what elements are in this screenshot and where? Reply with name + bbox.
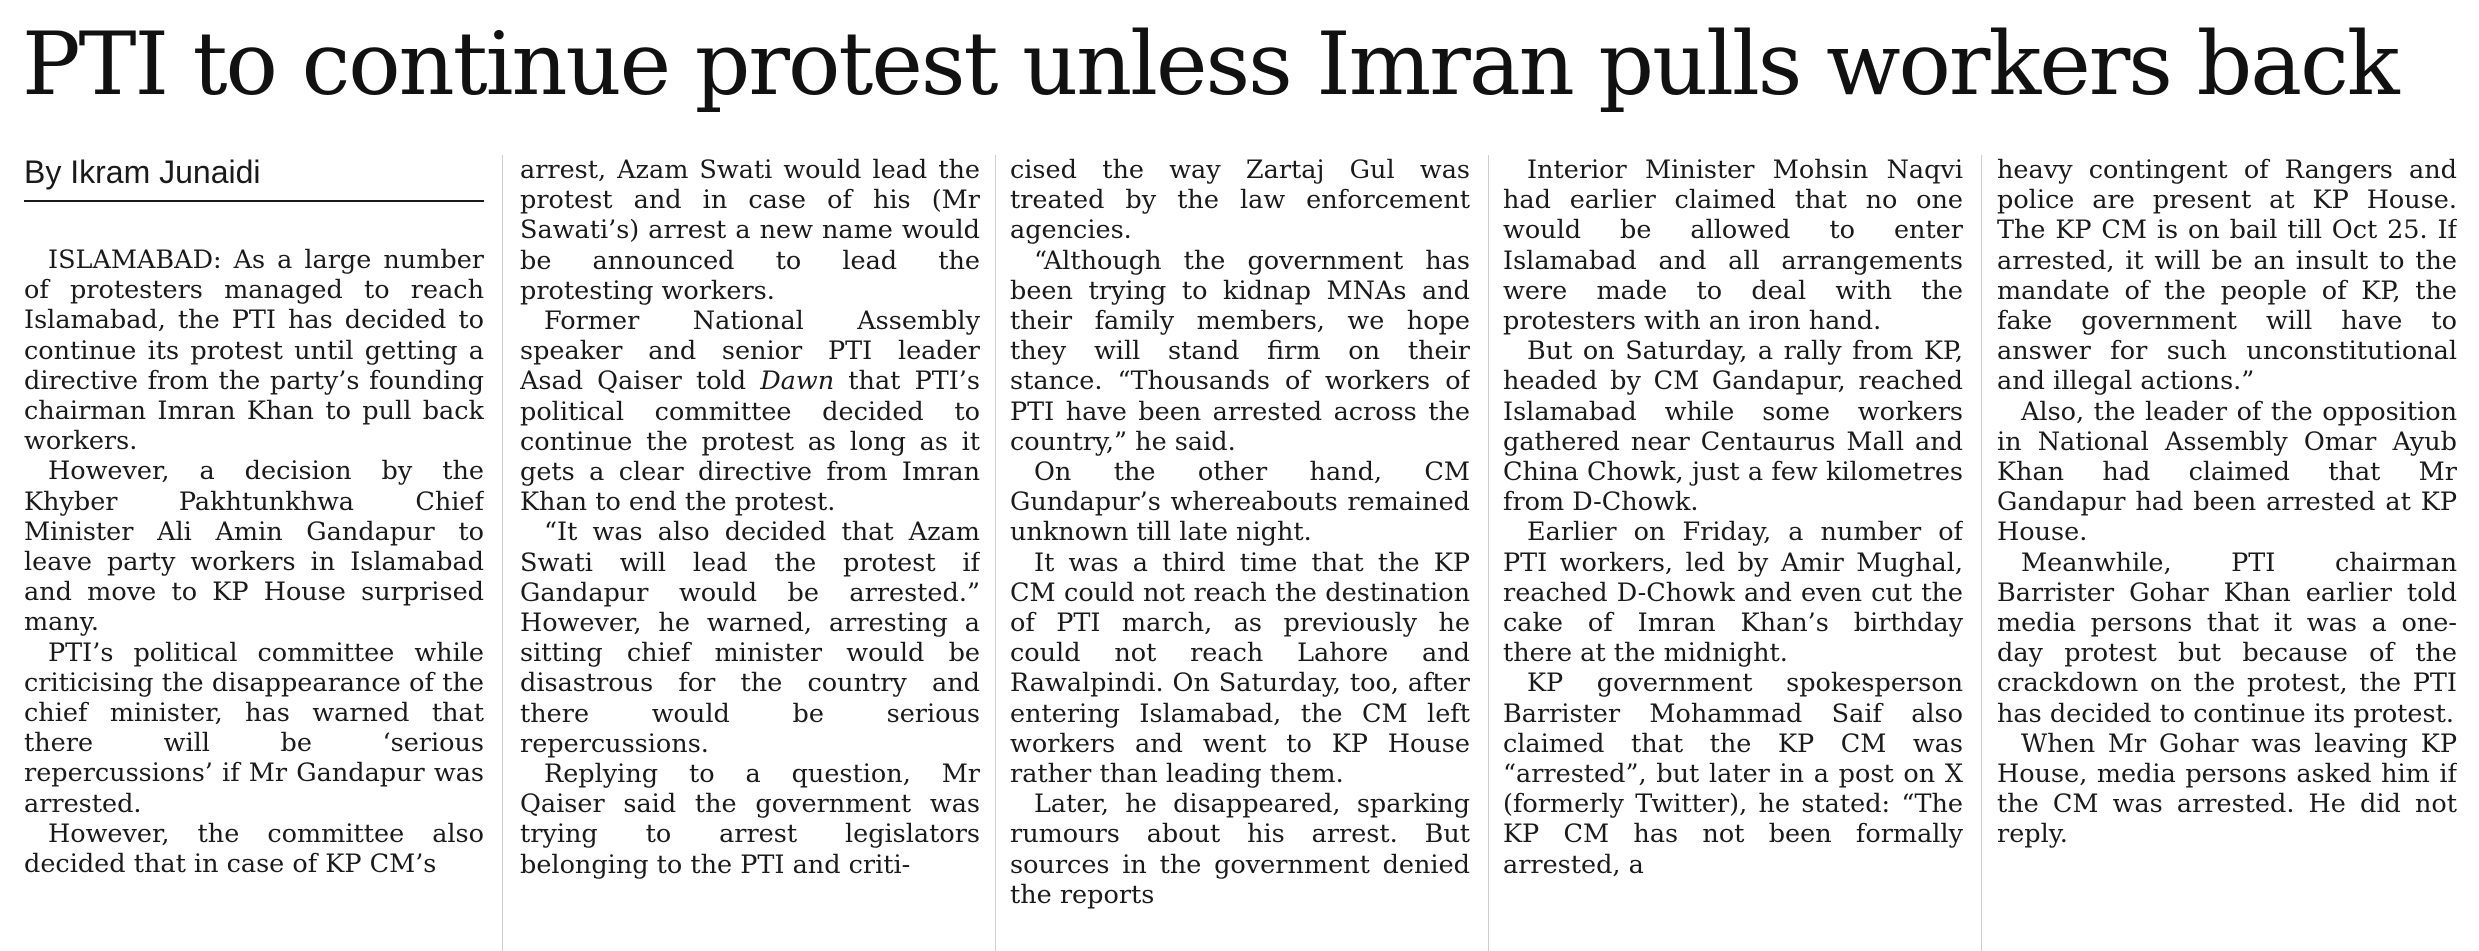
column-divider [995, 155, 996, 951]
paragraph: Earlier on Friday, a number of PTI workers, led by Amir Mughal, reached D-Chowk and even cut the cake of Imran Khan’s birthday there at the midnight. [1503, 517, 1963, 669]
byline: By Ikram Junaidi [24, 154, 261, 190]
paragraph: It was a third time that the KP CM could not reach the destination of PTI march, as previously he could not reach Lahore and Rawalpindi. On Saturday, too, after entering Islamabad, the CM left workers and went to KP House rather than leading them. [1010, 547, 1470, 790]
paragraph: Also, the leader of the opposition in National Assembly Omar Ayub Khan had claimed that Mr Gandapur had been arrested at KP House. [1997, 396, 2457, 548]
paragraph: Interior Minister Mohsin Naqvi had earlier claimed that no one would be allowed to enter Islamabad and all arrangements were made to deal with the protesters with an iron hand. [1503, 155, 1963, 337]
byline-divider [24, 200, 484, 202]
paragraph: KP government spokesperson Barrister Mohammad Saif also claimed that the KP CM was “arrested”, but later in a post on X (formerly Twitter), he stated: “The KP CM has not been formally arrested, a [1503, 668, 1963, 880]
paragraph: Meanwhile, PTI chairman Barrister Gohar Khan earlier told media persons that it was a one-day protest but because of the crackdown on the protest, the PTI has decided to continue its protest. [1997, 547, 2457, 729]
text-run: that PTI’s political committee decided to continue the protest as long as it gets a clear directive from Imran Khan to end the protest. [520, 366, 980, 518]
paragraph: When Mr Gohar was leaving KP House, media persons asked him if the CM was arrested. He did not reply. [1997, 728, 2457, 850]
headline: PTI to continue protest unless Imran pulls workers back [22, 13, 2398, 115]
publication-name: Dawn [760, 366, 835, 397]
paragraph: On the other hand, CM Gundapur’s whereabouts remained unknown till late night. [1010, 457, 1470, 548]
column-divider [1488, 155, 1489, 951]
article-column-5 [1997, 155, 2457, 951]
paragraph: But on Saturday, a rally from KP, headed by CM Gandapur, reached Islamabad while some workers gathered near Centaurus Mall and China Chowk, just a few kilometres from D-Chowk. [1503, 336, 1963, 518]
paragraph-continuation: cised the way Zartaj Gul was treated by the law enforcement agencies. [1010, 155, 1470, 246]
paragraph: Replying to a question, Mr Qaiser said the government was trying to arrest legislators belonging to the PTI and criti- [520, 759, 980, 880]
column-divider [502, 155, 503, 951]
paragraph [520, 306, 980, 517]
paragraph: However, the committee also decided that in case of KP CM’s [24, 818, 484, 880]
article-column-4 [1503, 155, 1963, 951]
paragraph-continuation: arrest, Azam Swati would lead the protest and in case of his (Mr Sawati’s) arrest a new name would be announced to lead the protesting workers. [520, 155, 980, 306]
paragraph-continuation: heavy contingent of Rangers and police are present at KP House. The KP CM is on bail till Oct 25. If arrested, it will be an insult to the mandate of the people of KP, the fake government will have to answer for such unconstitutional and illegal actions.” [1997, 155, 2457, 397]
article-column-1 [24, 245, 484, 951]
article-column-3 [1010, 155, 1470, 951]
paragraph: Later, he disappeared, sparking rumours about his arrest. But sources in the government denied the reports [1010, 789, 1470, 910]
paragraph: “Although the government has been trying to kidnap MNAs and their family members, we hope they will stand firm on their stance. “Thousands of workers of PTI have been arrested across the country,” he said. [1010, 245, 1470, 457]
paragraph: “It was also decided that Azam Swati will lead the protest if Gandapur would be arrested.” However, he warned, arresting a sitting chief minister would be disastrous for the country and there would be serious repercussions. [520, 517, 980, 759]
column-divider [1981, 155, 1982, 951]
paragraph: However, a decision by the Khyber Pakhtunkhwa Chief Minister Ali Amin Gandapur to leave party workers in Islamabad and move to KP House surprised many. [24, 456, 484, 638]
paragraph: PTI’s political committee while criticising the disappearance of the chief minister, has warned that there will be ‘serious repercussions’ if Mr Gandapur was arrested. [24, 637, 484, 819]
article-column-2 [520, 155, 980, 951]
text-run: Former National Assembly speaker and senior PTI leader Asad Qaiser told [520, 306, 980, 397]
paragraph: ISLAMABAD: As a large number of protesters managed to reach Islamabad, the PTI has decided to continue its protest until getting a directive from the party’s founding chairman Imran Khan to pull back workers. [24, 245, 484, 457]
